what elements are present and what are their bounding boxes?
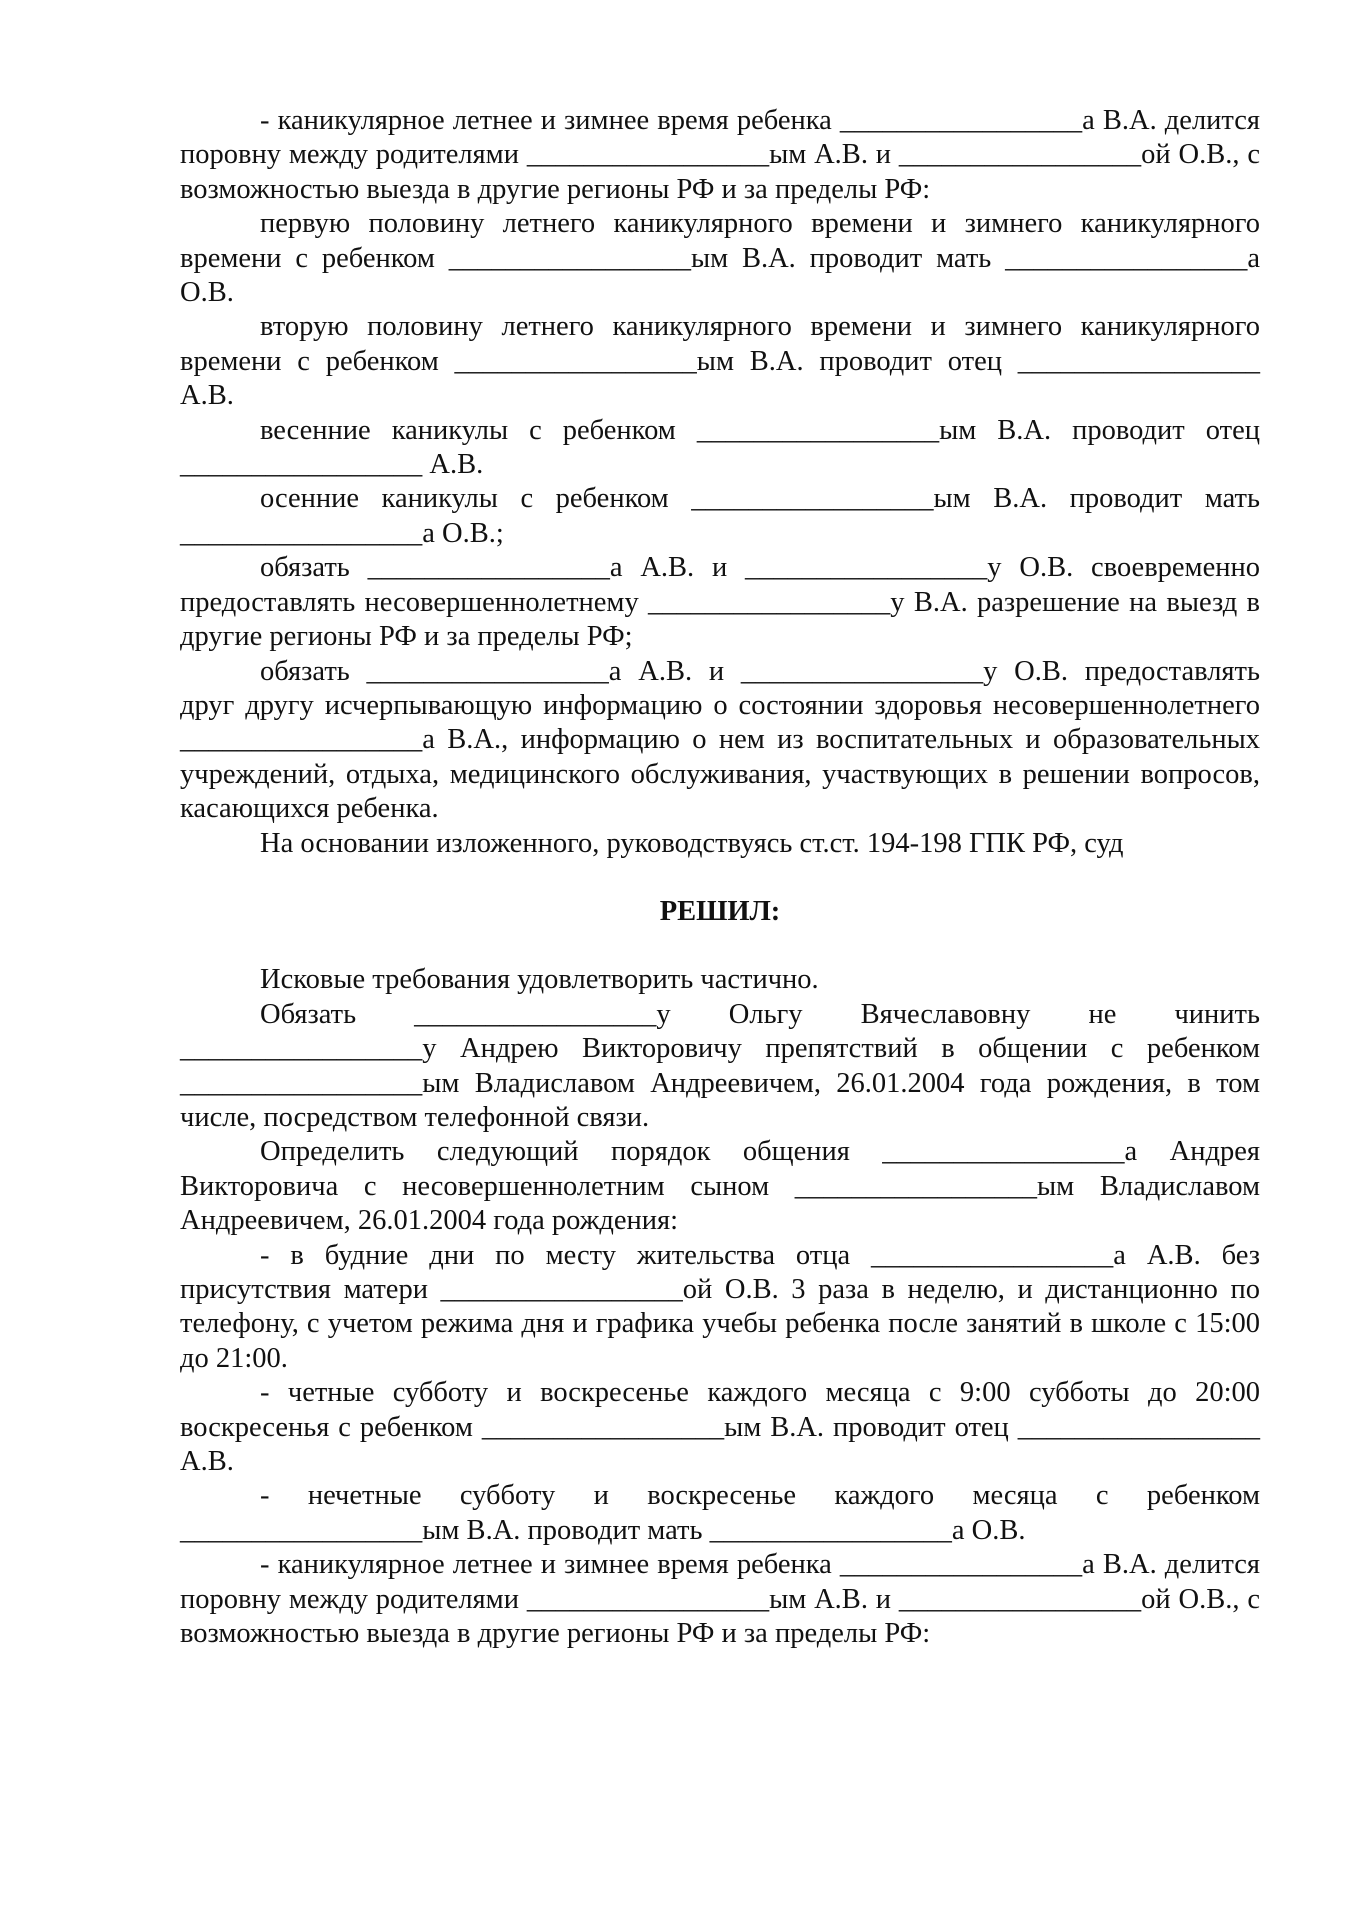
paragraph-claims-satisfied: Исковые требования удовлетворить частично.: [260, 964, 819, 996]
paragraph-weekdays: - в будние дни по месту жительства отца _________________а А.В. без присутствия матери _________________ой О.В. 3 раза в неделю, и дистанционно по телефону, с учетом режима дня и графика учебы ребенка после занятий в школе с 15:00 до 21:00.: [180, 1239, 1260, 1374]
paragraph-second-half-father: вторую половину летнего каникулярного времени и зимнего каникулярного времени с ребенком _________________ым В.А. проводит отец _________________ А.В.: [180, 311, 1260, 412]
paragraph-autumn-holidays: осенние каникулы с ребенком _________________ым В.А. проводит мать _________________а О.В.;: [180, 483, 1260, 549]
paragraph-spring-holidays: весенние каникулы с ребенком _________________ым В.А. проводит отец _________________ А.В.: [180, 414, 1260, 481]
paragraph-obligation-no-obstruction: Обязать _________________у Ольгу Вячеславовну не чинить _________________у Андрею Викторовичу препятствий в общении с ребенком _________________ым Владиславом Андреевичем, 26.01.2004 года рождения, в том числе, посредством телефонной связи.: [180, 998, 1260, 1133]
paragraph-first-half-mother: первую половину летнего каникулярного времени и зимнего каникулярного времени с ребенком _________________ым В.А. проводит мать _________________а О.В.: [180, 208, 1260, 309]
paragraph-communication-order: Определить следующий порядок общения _________________а Андрея Викторовича с несовершеннолетним сыном _________________ым Владиславом Андреевичем, 26.01.2004 года рождения:: [180, 1136, 1260, 1237]
section-heading: РЕШИЛ:: [659, 895, 781, 927]
paragraph-odd-weekends: - нечетные субботу и воскресенье каждого месяца с ребенком _________________ым В.А. проводит мать _________________а О.В.: [180, 1480, 1260, 1546]
paragraph-travel-permission: обязать _________________а А.В. и _________________у О.В. своевременно предоставлять несовершеннолетнему _________________у В.А. разрешение на выезд в другие регионы РФ и за пределы РФ;: [180, 552, 1260, 653]
paragraph-vacation-split-repeat: - каникулярное летнее и зимнее время ребенка _________________а В.А. делится поровну между родителями _________________ым А.В. и _________________ой О.В., с возможностью выезда в другие регионы РФ и за пределы РФ:: [180, 1549, 1260, 1650]
document-page: [180, 104, 1260, 1651]
paragraph-legal-basis: На основании изложенного, руководствуясь ст.ст. 194-198 ГПК РФ, суд: [260, 827, 1124, 859]
paragraph-vacation-split: - каникулярное летнее и зимнее время ребенка _________________а В.А. делится поровну между родителями _________________ым А.В. и _________________ой О.В., с возможностью выезда в другие регионы РФ и за пределы РФ:: [180, 105, 1260, 205]
paragraph-even-weekends: - четные субботу и воскресенье каждого месяца с 9:00 субботы до 20:00 воскресенья с ребенком _________________ым В.А. проводит отец _________________ А.В.: [180, 1377, 1260, 1478]
paragraph-information-sharing: обязать _________________а А.В. и _________________у О.В. предоставлять друг другу исчерпывающую информацию о состоянии здоровья несовершеннолетнего _________________а В.А., информацию о нем из воспитательных и образовательных учреждений, отдыха, медицинского обслуживания, участвующих в решении вопросов, касающихся ребенка.: [180, 655, 1260, 825]
